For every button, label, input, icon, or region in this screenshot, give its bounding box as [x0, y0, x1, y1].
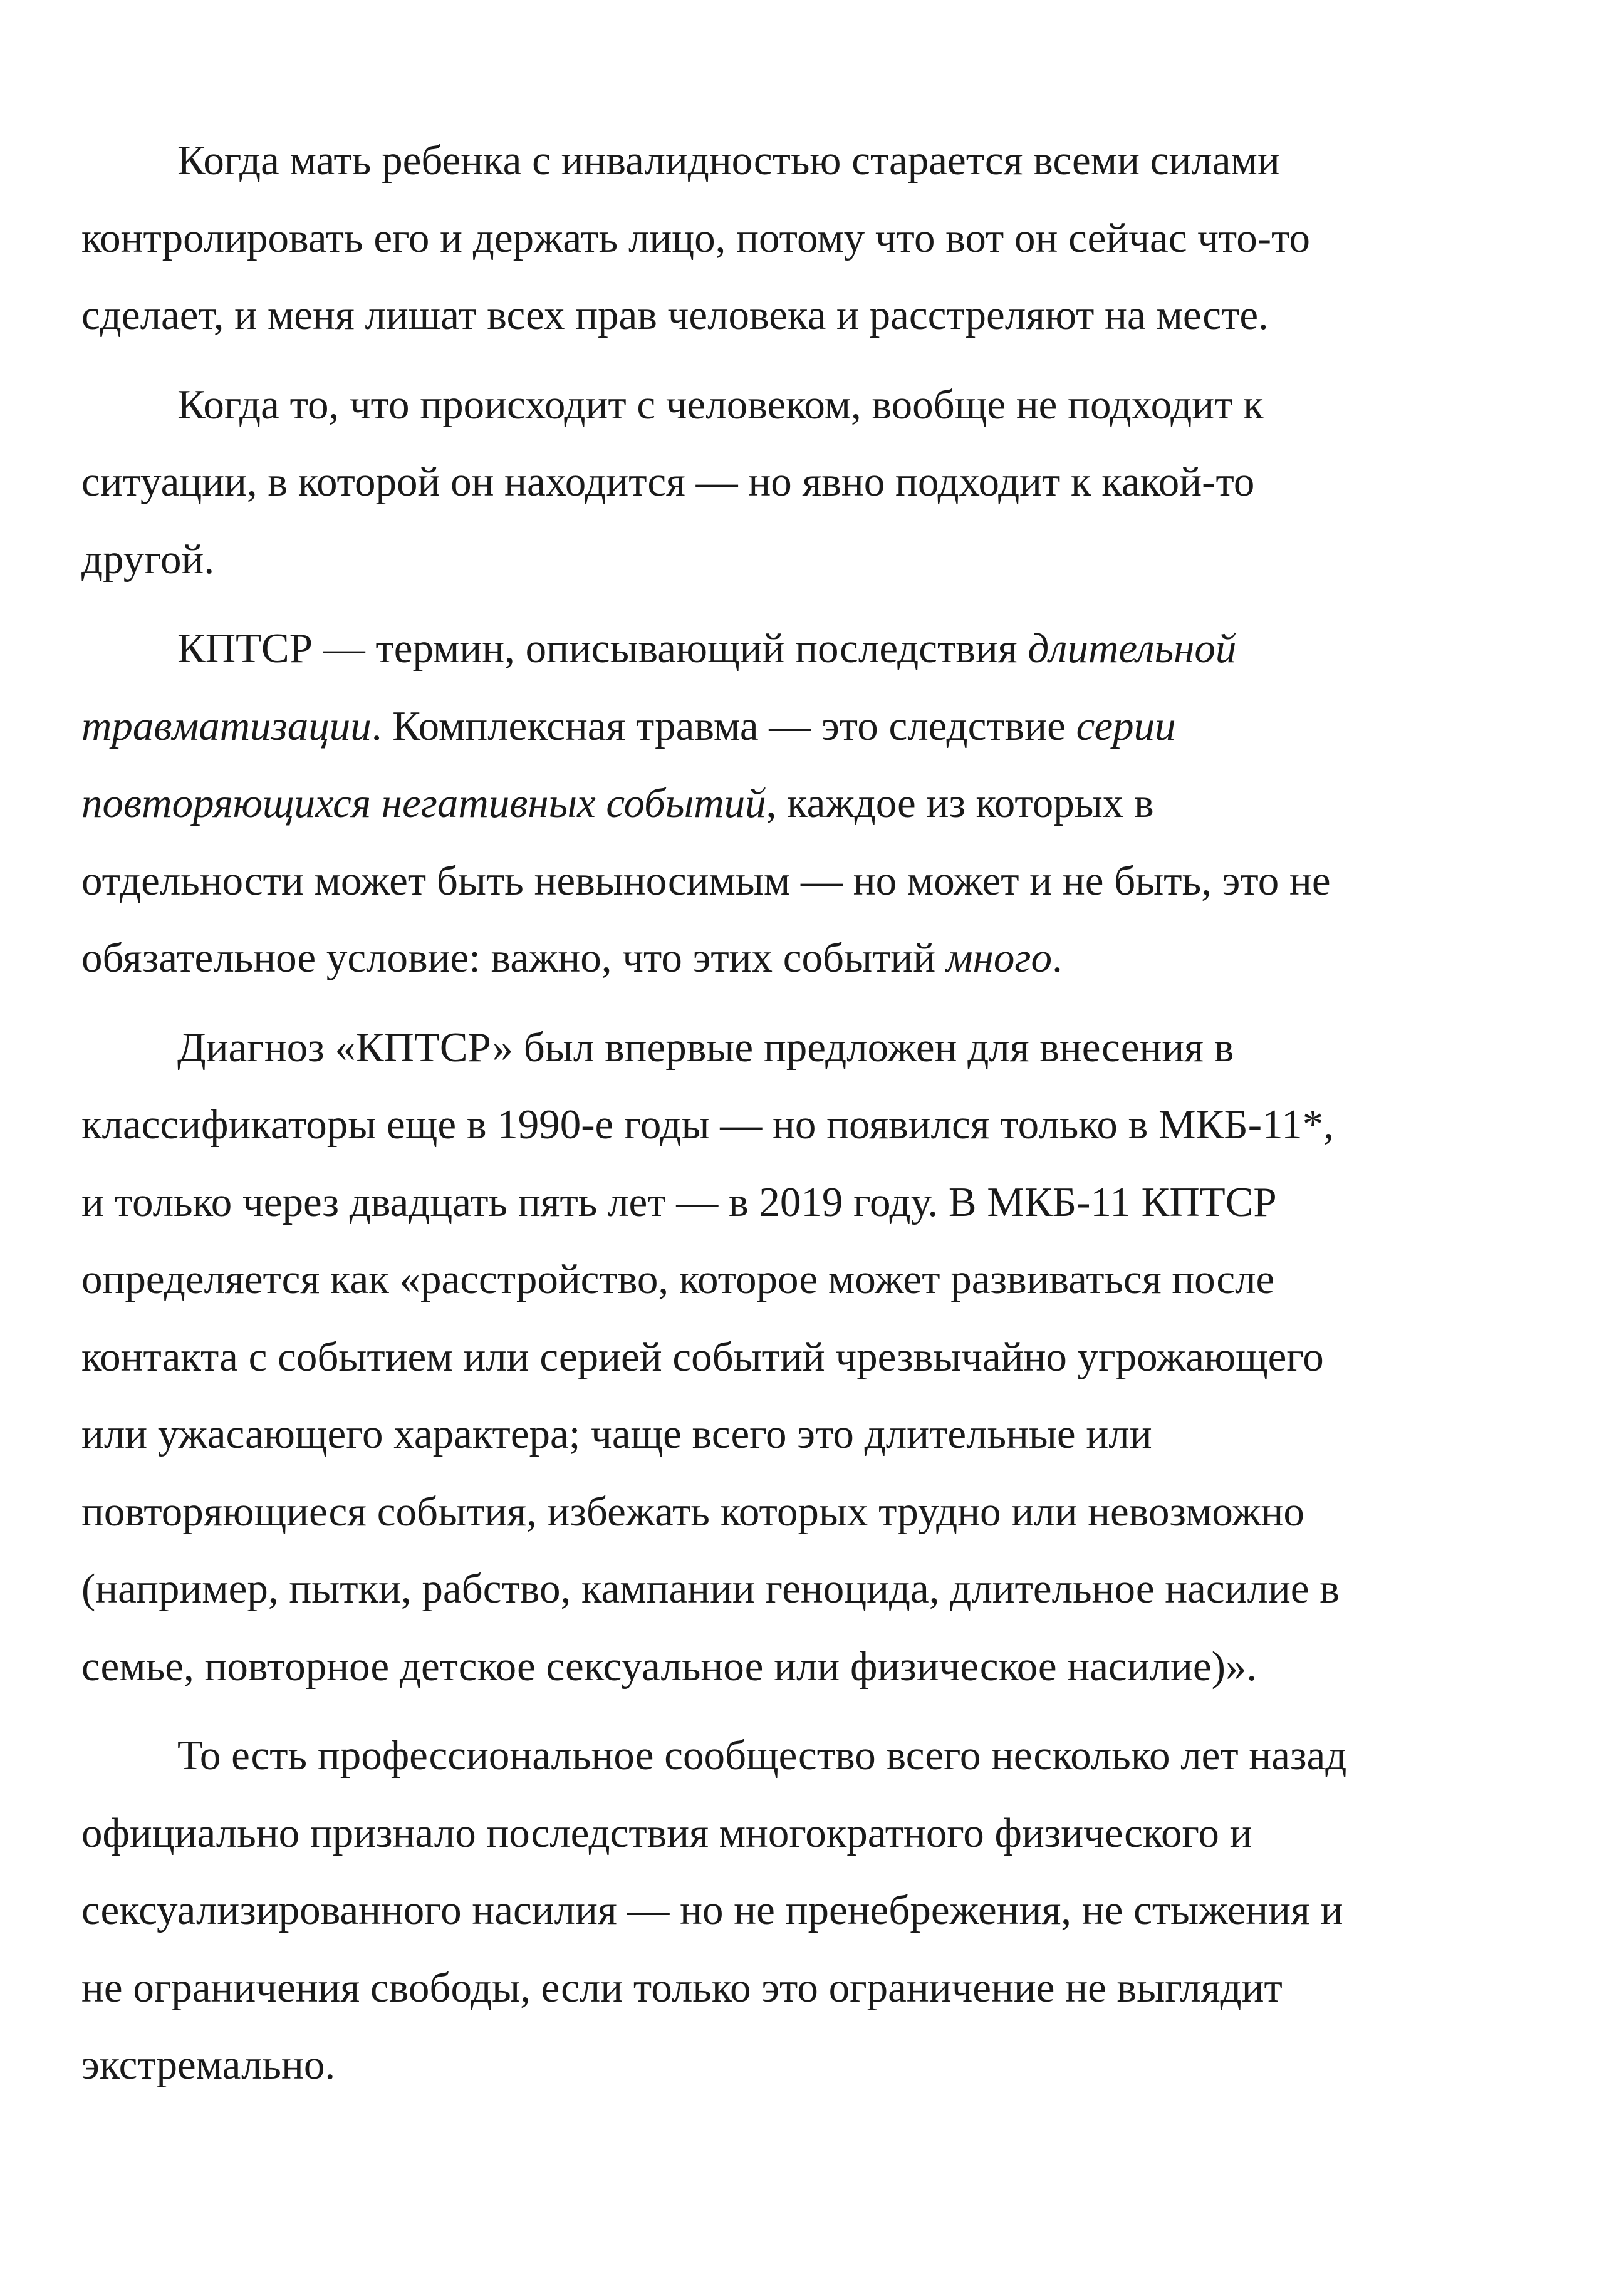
text-line [81, 610, 1548, 688]
text-run: (например, пытки, рабство, кампании геноцида, длительное насилие в [81, 1566, 1340, 1612]
text-run: повторяющиеся события, избежать которых трудно или невозможно [81, 1488, 1304, 1535]
text-line [81, 1950, 1548, 2027]
text-line [81, 521, 1548, 599]
text-line [81, 366, 1548, 444]
text-run: Когда мать ребенка с инвалидностью старается всеми силами [177, 137, 1280, 184]
text-run: ситуации, в которой он находится — но явно подходит к какой-то [81, 459, 1255, 505]
text-line [81, 1164, 1548, 1242]
text-run: , каждое из которых в [766, 780, 1154, 826]
text-line [81, 200, 1548, 278]
text-run: . Комплексная травма — это следствие [371, 702, 1076, 749]
text-run: обязательное условие: важно, что этих событий [81, 935, 946, 981]
paragraph [81, 366, 1548, 599]
text-line [81, 1319, 1548, 1396]
text-line [81, 1086, 1548, 1164]
paragraph [81, 1009, 1548, 1706]
text-run: сексуализированного насилия — но не пренебрежения, не стыжения и [81, 1887, 1343, 1933]
italic-text: длительной [1028, 625, 1237, 672]
text-run: классификаторы еще в 1990-е годы — но появился только в МКБ-11*, [81, 1101, 1334, 1148]
text-line [81, 1551, 1548, 1628]
text-line [81, 765, 1548, 843]
text-line [81, 1795, 1548, 1873]
text-line [81, 122, 1548, 200]
text-run: экстремально. [81, 2042, 336, 2088]
text-line [81, 1241, 1548, 1319]
text-line [81, 277, 1548, 355]
text-run: контакта с событием или серией событий чрезвычайно угрожающего [81, 1333, 1324, 1380]
text-line [81, 1628, 1548, 1706]
text-run: определяется как «расстройство, которое может развиваться после [81, 1256, 1275, 1302]
text-line [81, 1872, 1548, 1950]
text-line [81, 444, 1548, 521]
text-line [81, 1396, 1548, 1473]
text-run: сделает, и меня лишат всех прав человека и расстреляют на месте. [81, 292, 1269, 338]
italic-text: много [945, 935, 1052, 981]
text-run: официально признало последствия многократного физического и [81, 1809, 1252, 1856]
text-line [81, 1717, 1548, 1795]
text-run: Когда то, что происходит с человеком, вообще не подходит к [177, 381, 1264, 428]
document-page [81, 122, 1548, 2116]
text-run: и только через двадцать пять лет — в 2019 году. В МКБ-11 КПТСР [81, 1178, 1277, 1225]
text-line [81, 1473, 1548, 1551]
text-line [81, 843, 1548, 920]
text-line [81, 688, 1548, 766]
text-run: отдельности может быть невыносимым — но может и не быть, это не [81, 857, 1331, 904]
text-line [81, 2027, 1548, 2104]
text-run: Диагноз «КПТСР» был впервые предложен для внесения в [177, 1024, 1234, 1071]
paragraph [81, 610, 1548, 997]
italic-text: повторяющихся негативных событий [81, 780, 766, 826]
text-run: КПТСР — термин, описывающий последствия [177, 625, 1028, 672]
text-line [81, 920, 1548, 997]
italic-text: травматизации [81, 702, 372, 749]
text-line [81, 1009, 1548, 1087]
text-run: семье, повторное детское сексуальное или физическое насилие)». [81, 1643, 1257, 1690]
italic-text: серии [1076, 702, 1176, 749]
text-run: То есть профессиональное сообщество всего несколько лет назад [177, 1732, 1347, 1779]
text-run: не ограничения свободы, если только это ограничение не выглядит [81, 1964, 1283, 2011]
paragraph [81, 1717, 1548, 2104]
paragraph [81, 122, 1548, 355]
text-run: или ужасающего характера; чаще всего это длительные или [81, 1411, 1152, 1457]
text-run: . [1052, 935, 1063, 981]
text-run: другой. [81, 536, 215, 583]
text-run: контролировать его и держать лицо, потому что вот он сейчас что-то [81, 214, 1310, 261]
